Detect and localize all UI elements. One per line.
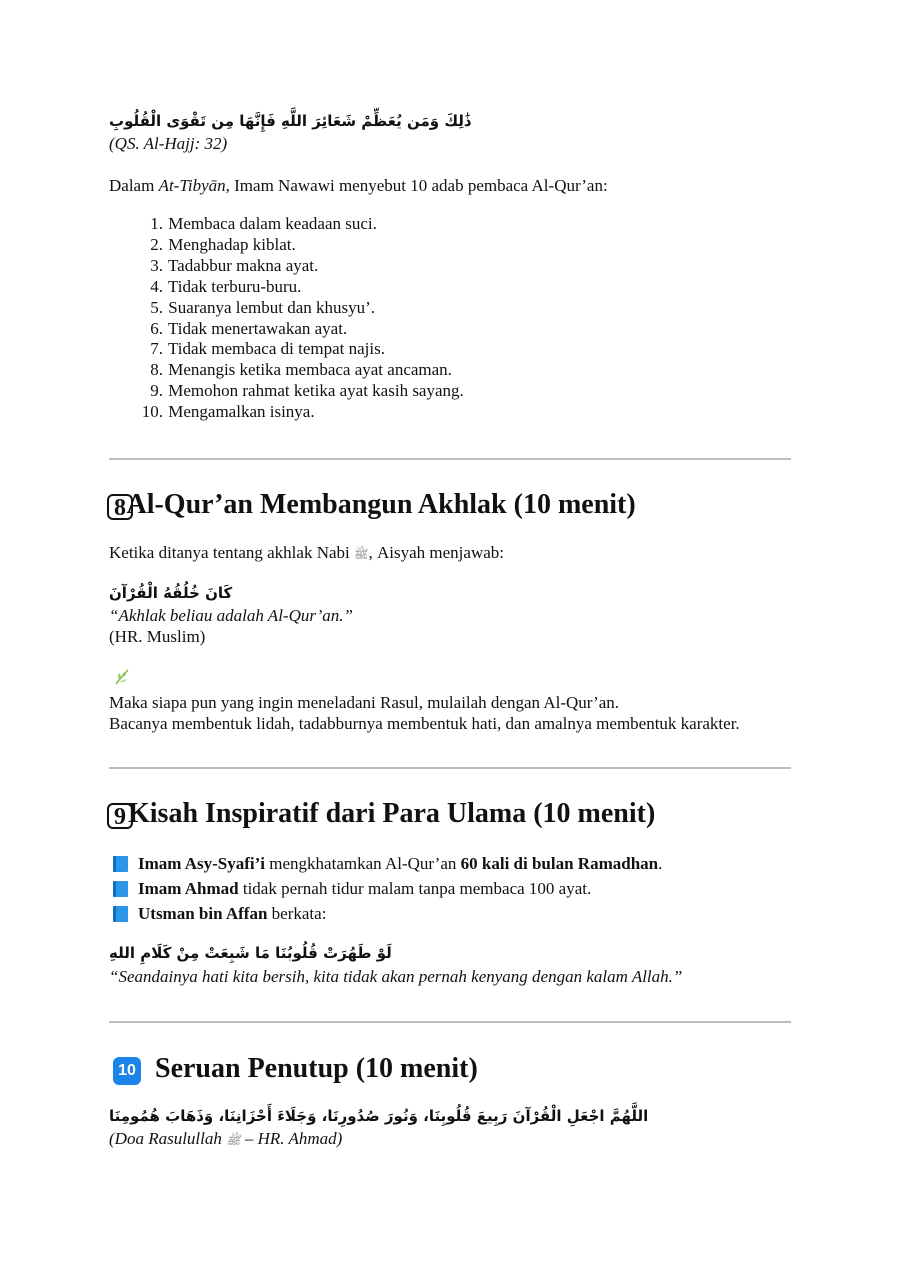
blue-book-icon	[113, 881, 128, 897]
list-item: 4. Tidak terburu-buru.	[150, 276, 302, 296]
list-item: 10. Mengamalkan isinya.	[141, 402, 315, 422]
herb-icon	[114, 669, 130, 685]
blue-book-icon	[113, 906, 128, 922]
list-item: 3. Tadabbur makna ayat.	[150, 255, 319, 275]
divider	[109, 458, 791, 460]
list-item: 1. Membaca dalam keadaan suci.	[150, 214, 377, 233]
quote-translation: “Seandainya hati kita bersih, kita tidak akan pernah kenyang dengan kalam Allah.”	[109, 967, 683, 986]
list-item: 2. Menghadap kiblat.	[150, 234, 296, 254]
keycap-10-icon: 10	[113, 1057, 141, 1085]
keycap-8-icon: 8	[107, 494, 133, 520]
blue-book-icon	[113, 856, 128, 872]
list-item: 9. Memohon rahmat ketika ayat kasih sayang.	[150, 381, 464, 401]
verse-reference: (QS. Al-Hajj: 32)	[109, 134, 228, 153]
akhlak-question: Ketika ditanya tentang akhlak Nabi ﷺ, Aisyah menjawab:	[109, 543, 504, 562]
arabic-hadith-akhlak: كَانَ خُلُقُهُ الْقُرْآنَ	[109, 584, 233, 602]
divider	[109, 1021, 791, 1023]
section-8-heading	[107, 488, 636, 522]
adab-list	[109, 214, 464, 423]
list-item: Utsman bin Affan berkata:	[113, 903, 326, 924]
section-9-heading	[107, 797, 655, 831]
list-item: 7. Tidak membaca di tempat najis.	[150, 339, 385, 359]
hadith-source: (HR. Muslim)	[109, 627, 206, 646]
closing-para-1: Maka siapa pun yang ingin meneladani Rasul, mulailah dengan Al-Qur’an.	[109, 693, 620, 712]
prayer-source: (Doa Rasulullah ﷺ – HR. Ahmad)	[109, 1129, 343, 1148]
list-item: Imam Asy-Syafi’i mengkhatamkan Al-Qur’an 60 kali di bulan Ramadhan.	[113, 853, 662, 874]
list-item: 8. Menangis ketika membaca ayat ancaman.	[150, 360, 452, 380]
arabic-closing-prayer: اللَّهُمَّ اجْعَلِ الْقُرْآنَ رَبِيعَ قُلُوبِنَا، وَنُورَ صُدُورِنَا، وَجَلَاءَ أَحْزَانِنَا، وَذَهَابَ هُمُومِنَا	[109, 1107, 649, 1125]
section-10-heading	[107, 1052, 478, 1087]
hadith-translation: “Akhlak beliau adalah Al-Qur’an.”	[109, 606, 353, 625]
list-item: 5. Suaranya lembut dan khusyu’.	[150, 297, 376, 317]
list-item: 6. Tidak menertawakan ayat.	[150, 318, 348, 338]
section-9-title: Kisah Inspiratif dari Para Ulama (10 menit)	[128, 798, 656, 829]
arabic-quote-utsman: لَوْ طَهُرَتْ قُلُوبُنَا مَا شَبِعَتْ مِنْ كَلَامِ اللهِ	[109, 944, 392, 962]
divider	[109, 767, 791, 769]
section-8-title: Al-Qur’an Membangun Akhlak (10 menit)	[126, 489, 636, 520]
adab-intro: Dalam At-Tibyān, Imam Nawawi menyebut 10 adab pembaca Al-Qur’an:	[109, 176, 608, 195]
list-item: Imam Ahmad tidak pernah tidur malam tanpa membaca 100 ayat.	[113, 878, 591, 899]
arabic-verse-hajj: ذَٰلِكَ وَمَن يُعَظِّمْ شَعَائِرَ اللَّهِ فَإِنَّهَا مِن تَقْوَى الْقُلُوبِ	[109, 112, 472, 130]
closing-para-2: Bacanya membentuk lidah, tadabburnya membentuk hati, dan amalnya membentuk karakter.	[109, 714, 740, 733]
section-10-title: Seruan Penutup (10 menit)	[155, 1053, 478, 1084]
keycap-9-icon: 9	[107, 803, 133, 829]
